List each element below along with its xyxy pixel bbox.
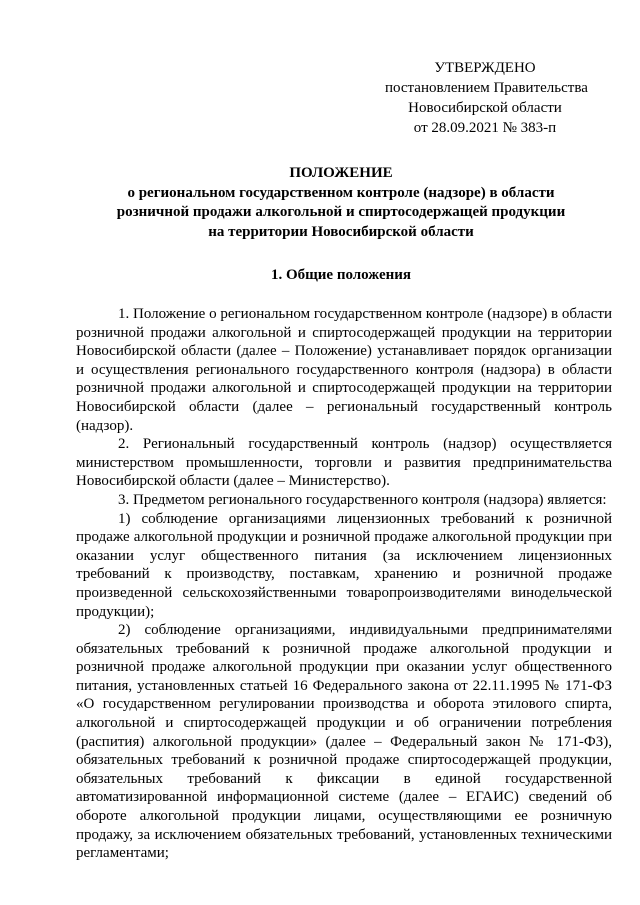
approval-date-number: от 28.09.2021 № 383-п xyxy=(413,120,557,136)
approval-stamp xyxy=(385,58,588,138)
subparagraph-2: 2) соблюдение организациями, индивидуальными предпринимателями обязательных требований к розничной продаже алкогольной продукции и розничной продаже алкогольной продукции при оказании услуг общественного питания, установленных статьей 16 Федерального закона от 22.11.1995 № 171-ФЗ «О государственном регулировании производства и оборота этилового спирта, алкогольной и спиртосодержащей продукции и об ограничении потребления (распития) алкогольной продукции» (далее – Федеральный закон № 171-ФЗ), обязательных требований к розничной продаже спиртосодержащей продукции, обязательных требований к фиксации в единой государственной автоматизированной информационной системе (далее – ЕГАИС) сведений об обороте алкогольной продукции лицами, осуществляющими ее розничную продажу, за исключением обязательных требований, установленных техническими регламентами; xyxy=(76,622,612,862)
title-subtitle-line: розничной продажи алкогольной и спиртосодержащей продукции xyxy=(116,204,566,220)
document-title xyxy=(70,164,612,242)
paragraph-3: 3. Предметом регионального государственного контроля (надзора) является: xyxy=(118,491,607,508)
document-body xyxy=(76,305,612,863)
paragraph-2: 2. Региональный государственный контроль (надзор) осуществляется министерством промышленности, торговли и развития предпринимательства Новосибирской области (далее – Министерство). xyxy=(76,436,612,490)
approval-line: постановлением Правительства xyxy=(385,80,588,96)
section-heading: 1. Общие положения xyxy=(270,267,412,283)
subparagraph-1: 1) соблюдение организациями лицензионных требований к розничной продаже алкогольной продукции и розничной продаже алкогольной продукции при оказании услуг общественного питания (за исключением лицензионных требований к производству, поставкам, хранению и розничной продаже произведенной сельскохозяйственными товаропроизводителями винодельческой продукции); xyxy=(76,510,612,620)
paragraph-1: 1. Положение о региональном государственном контроле (надзоре) в области розничной продажи алкогольной и спиртосодержащей продукции на территории Новосибирской области (далее – Положение) устанавливает порядок организации и осуществления регионального государственного контроля (надзора) в области розничной продажи алкогольной и спиртосодержащей продукции на территории Новосибирской области (далее – региональный государственный контроль (надзор). xyxy=(76,306,612,434)
title-subtitle-line: о региональном государственном контроле (надзоре) в области xyxy=(127,184,555,201)
title-subtitle-line: на территории Новосибирской области xyxy=(208,223,474,240)
approval-line: Новосибирской области xyxy=(408,100,562,116)
title-word: ПОЛОЖЕНИЕ xyxy=(289,165,393,181)
approval-heading: УТВЕРЖДЕНО xyxy=(434,60,536,76)
